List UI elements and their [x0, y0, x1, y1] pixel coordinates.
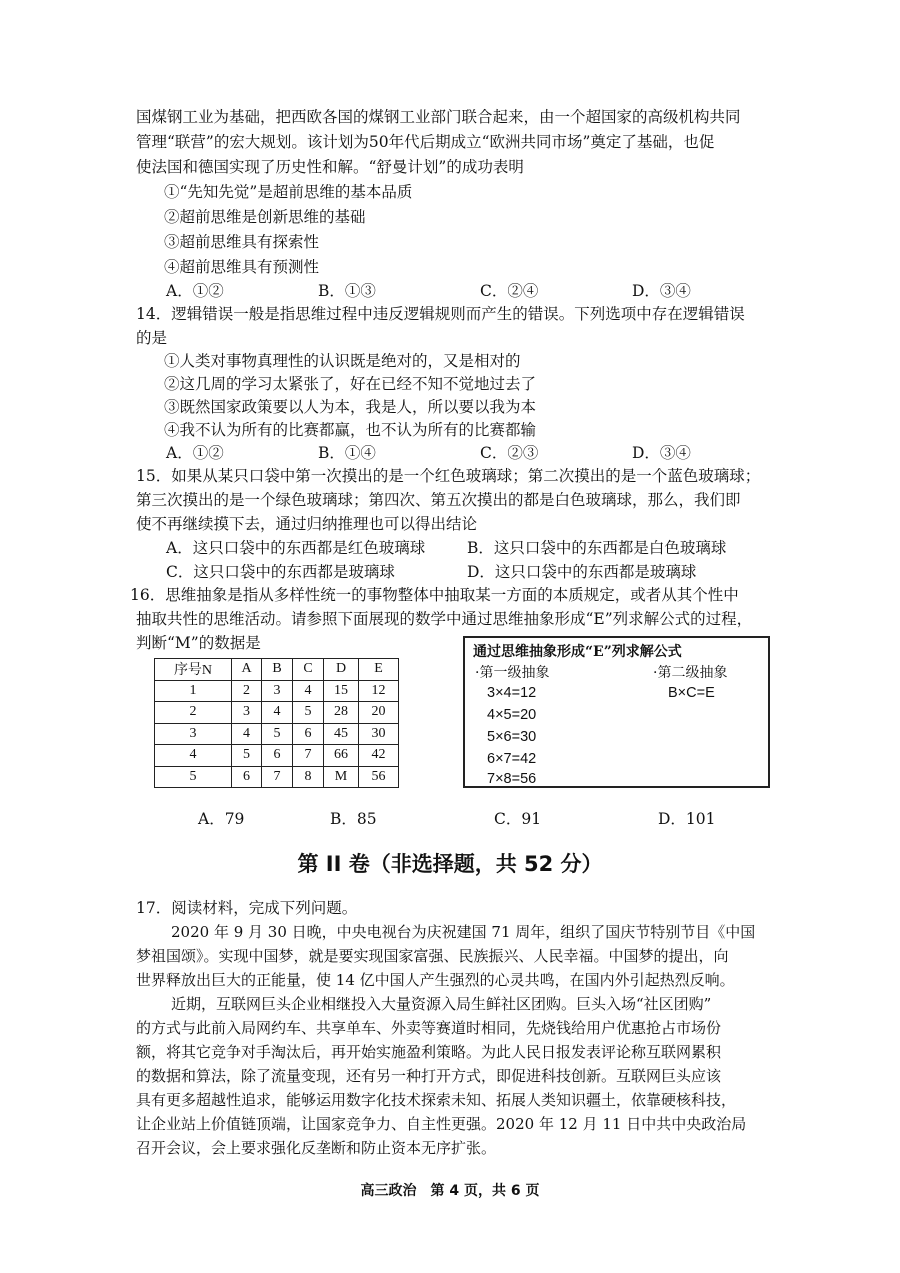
table-cell: 5	[155, 766, 232, 788]
q17-material-1-line-1: 2020 年 9 月 30 日晚，中央电视台为庆祝建国 71 周年，组织了国庆节特别节目《中国	[171, 923, 756, 941]
table-cell: 4	[232, 723, 262, 745]
q14-option-a: A．①②	[166, 444, 224, 462]
q15-option-d: D．这只口袋中的东西都是玻璃球	[467, 563, 697, 581]
q17-material-2-line-1: 近期，互联网巨头企业相继投入大量资源入局生鲜社区团购。巨头入场“社区团购”	[171, 995, 712, 1013]
table-header-cell: B	[262, 659, 293, 681]
q13-statement-3: ③超前思维具有探索性	[164, 233, 320, 251]
table-cell: 3	[232, 702, 262, 724]
table-cell: 28	[324, 702, 359, 724]
q14-statement-4: ④我不认为所有的比赛都赢，也不认为所有的比赛都输	[164, 421, 537, 439]
table-cell: 66	[324, 745, 359, 767]
q14-statement-2: ②这几周的学习太紧张了，好在已经不知不觉地过去了	[164, 375, 537, 393]
equation-3: 5×6=30	[487, 729, 537, 745]
q15-option-b: B．这只口袋中的东西都是白色玻璃球	[467, 539, 727, 557]
q13-option-b: B．①③	[318, 282, 376, 300]
table-cell: 6	[293, 723, 324, 745]
q13-text-line-1: 国煤钢工业为基础，把西欧各国的煤钢工业部门联合起来，由一个超国家的高级机构共同	[136, 108, 741, 126]
table-cell: 45	[324, 723, 359, 745]
section-title: 第 II 卷（非选择题，共 52 分）	[297, 852, 603, 876]
q16-option-b: B．85	[330, 810, 377, 828]
table-cell: 7	[262, 766, 293, 788]
table-cell: 5	[262, 723, 293, 745]
table-header-cell: E	[359, 659, 399, 681]
q17-material-2-line-4: 的数据和算法，除了流量变现，还有另一种打开方式，即促进科技创新。互联网巨头应该	[136, 1067, 722, 1085]
q13-option-c: C．②④	[480, 282, 539, 300]
q15-text-line-2: 第三次摸出的是一个绿色玻璃球；第四次、第五次摸出的都是白色玻璃球，那么，我们即	[136, 491, 741, 509]
table-cell: 4	[262, 702, 293, 724]
q15-text-line-1: 15．如果从某只口袋中第一次摸出的是一个红色玻璃球；第二次摸出的是一个蓝色玻璃球；	[136, 467, 761, 485]
q17-material-2-line-7: 召开会议，会上要求强化反垄断和防止资本无序扩张。	[136, 1139, 497, 1157]
q17-material-2-line-5: 具有更多超越性追求，能够运用数字化技术探索未知、拓展人类知识疆土，依靠硬核科技，	[136, 1091, 737, 1109]
table-row	[155, 723, 399, 745]
q17-material-2-line-2: 的方式与此前入局网约车、共享单车、外卖等赛道时相同，先烧钱给用户优惠抢占市场份	[136, 1019, 722, 1037]
first-level-label: ·第一级抽象	[475, 665, 550, 681]
q16-text-line-3: 判断“M”的数据是	[136, 634, 261, 652]
q13-option-d: D．③④	[632, 282, 691, 300]
q13-text-line-2: 管理“联营”的宏大规划。该计划为50年代后期成立“欧洲共同市场”奠定了基础，也促	[136, 133, 715, 151]
q14-option-c: C．②③	[480, 444, 539, 462]
second-level-label: ·第二级抽象	[653, 665, 728, 681]
table-header-cell: D	[324, 659, 359, 681]
q13-statement-1: ①“先知先觉”是超前思维的基本品质	[164, 183, 413, 201]
table-cell: 5	[232, 745, 262, 767]
q16-option-c: C．91	[494, 810, 542, 828]
table-cell: 15	[324, 680, 359, 702]
table-cell: 3	[155, 723, 232, 745]
abstraction-box	[463, 636, 770, 788]
table-cell: 8	[293, 766, 324, 788]
table-cell: 6	[232, 766, 262, 788]
q13-statement-2: ②超前思维是创新思维的基础	[164, 208, 366, 226]
q14-option-b: B．①④	[318, 444, 376, 462]
q16-option-d: D．101	[658, 810, 716, 828]
table-cell: 1	[155, 680, 232, 702]
q17-prompt: 17．阅读材料，完成下列问题。	[136, 899, 358, 917]
data-table	[154, 658, 399, 788]
q15-text-line-3: 使不再继续摸下去，通过归纳推理也可以得出结论	[136, 515, 478, 533]
table-header-cell: C	[293, 659, 324, 681]
table-cell: 2	[155, 702, 232, 724]
q14-statement-1: ①人类对事物真理性的认识既是绝对的，又是相对的	[164, 352, 521, 370]
table-row	[155, 766, 399, 788]
q13-statement-4: ④超前思维具有预测性	[164, 258, 320, 276]
q14-text-line-2: 的是	[136, 329, 168, 347]
table-cell: 20	[359, 702, 399, 724]
table-row	[155, 745, 399, 767]
table-cell: 6	[262, 745, 293, 767]
q14-statement-3: ③既然国家政策要以人为本，我是人，所以要以我为本	[164, 398, 537, 416]
table-cell: 56	[359, 766, 399, 788]
abstraction-box-title: 通过思维抽象形成“E”列求解公式	[473, 644, 682, 660]
equation-1: 3×4=12	[487, 685, 537, 701]
q17-material-2-line-6: 让企业站上价值链顶端，让国家竞争力、自主性更强。2020 年 12 月 11 日中共中央政治局	[136, 1115, 747, 1133]
q13-text-line-3: 使法国和德国实现了历史性和解。“舒曼计划”的成功表明	[136, 158, 524, 176]
q17-material-2-line-3: 额，将其它竞争对手淘汰后，再开始实施盈利策略。为此人民日报发表评论称互联网累积	[136, 1043, 722, 1061]
q16-option-a: A．79	[198, 810, 245, 828]
q16-text-line-2: 抽取共性的思维活动。请参照下面展现的数学中通过思维抽象形成“E”列求解公式的过程，	[136, 610, 753, 628]
table-cell: 3	[262, 680, 293, 702]
table-row	[155, 680, 399, 702]
table-row	[155, 702, 399, 724]
general-formula: B×C=E	[668, 685, 715, 701]
q17-material-1-line-3: 世界释放出巨大的正能量，使 14 亿中国人产生强烈的心灵共鸣，在国内外引起热烈反响。	[136, 971, 735, 989]
equation-2: 4×5=20	[487, 707, 537, 723]
q15-option-a: A．这只口袋中的东西都是红色玻璃球	[166, 539, 426, 557]
table-cell: 2	[232, 680, 262, 702]
q14-text-line-1: 14．逻辑错误一般是指思维过程中违反逻辑规则而产生的错误。下列选项中存在逻辑错误	[136, 305, 745, 323]
table-header-cell: 序号N	[155, 659, 232, 681]
table-cell: 5	[293, 702, 324, 724]
equation-5: 7×8=56	[487, 771, 537, 787]
equation-4: 6×7=42	[487, 751, 537, 767]
q17-material-1-line-2: 梦祖国颂》。实现中国梦，就是要实现国家富强、民族振兴、人民幸福。中国梦的提出，向	[136, 947, 729, 965]
table-header-cell: A	[232, 659, 262, 681]
table-header-row	[155, 659, 399, 681]
q15-option-c: C．这只口袋中的东西都是玻璃球	[166, 563, 395, 581]
table-cell: 12	[359, 680, 399, 702]
table-cell: 30	[359, 723, 399, 745]
q16-text-line-1: 16．思维抽象是指从多样性统一的事物整体中抽取某一方面的本质规定，或者从其个性中	[130, 586, 739, 604]
table-cell: 42	[359, 745, 399, 767]
table-cell: 4	[155, 745, 232, 767]
q13-option-a: A．①②	[166, 282, 224, 300]
table-cell: 7	[293, 745, 324, 767]
table-cell: M	[324, 766, 359, 788]
page-footer: 高三政治 第 4 页，共 6 页	[360, 1183, 540, 1199]
q14-option-d: D．③④	[632, 444, 691, 462]
table-cell: 4	[293, 680, 324, 702]
